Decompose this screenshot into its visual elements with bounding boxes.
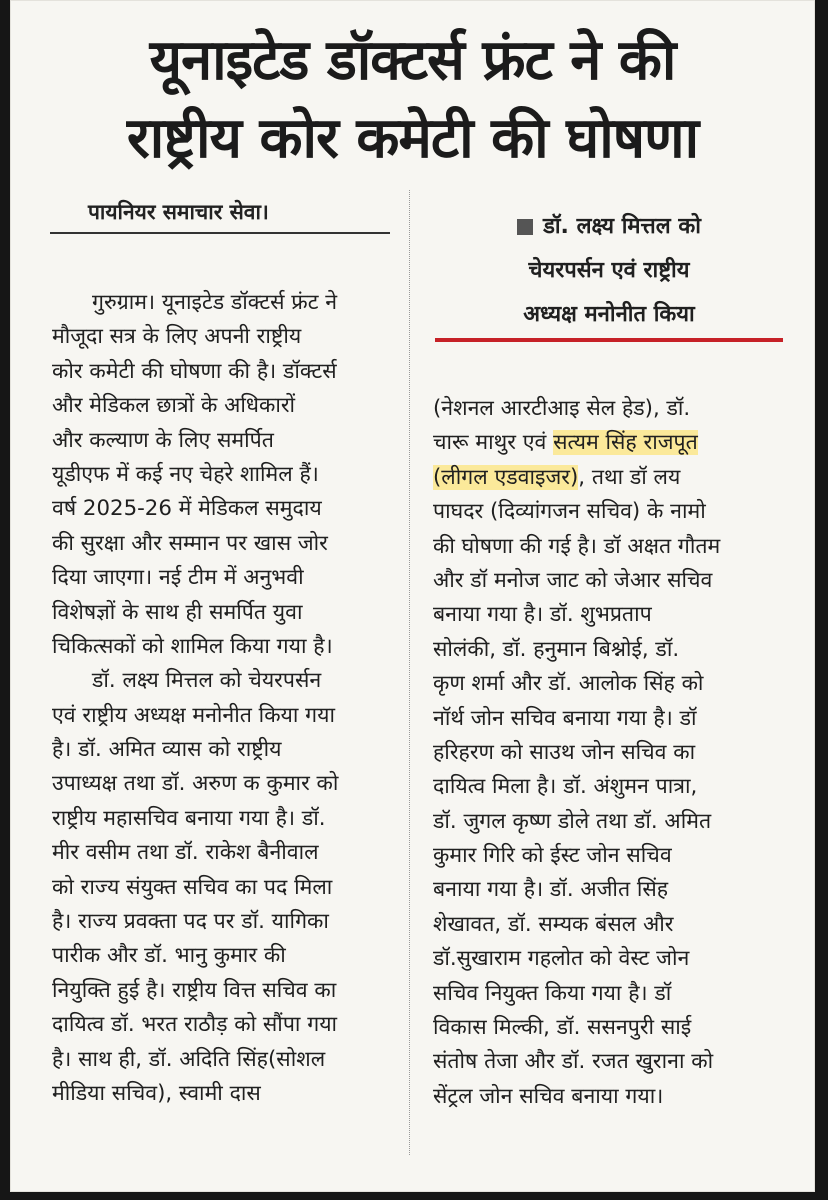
- pull-quote-line-1: [435, 205, 783, 249]
- pull-quote-text: डॉ. लक्ष्य मित्तल को: [543, 214, 701, 239]
- right-line: डॉ. जुगल कृष्ण डोले तथा डॉ. अमित: [433, 808, 712, 834]
- left-line: और मेडिकल छात्रों के अधिकारों: [52, 393, 296, 419]
- left-line: दिया जाएगा। नई टीम में अनुभवी: [52, 565, 304, 591]
- left-line: एवं राष्ट्रीय अध्यक्ष मनोनीत किया गया: [52, 702, 336, 728]
- right-line: और डॉ मनोज जाट को जेआर सचिव: [433, 567, 713, 593]
- right-line-text: , तथा डॉ लय: [578, 464, 681, 490]
- left-line: मीडिया सचिव), स्वामी दास: [52, 1080, 261, 1106]
- left-line: पारीक और डॉ. भानु कुमार की: [52, 943, 286, 969]
- left-line: और कल्याण के लिए समर्पित: [52, 427, 274, 453]
- right-line: [433, 426, 785, 460]
- left-line: चिकित्सकों को शामिल किया गया है।: [52, 633, 333, 659]
- left-line: यूडीएफ में कई नए चेहरे शामिल हैं।: [52, 461, 319, 487]
- pull-quote-line-3: अध्यक्ष मनोनीत किया: [523, 302, 695, 327]
- pull-quote: [435, 205, 783, 337]
- right-line: विकास मिल्की, डॉ. ससनपुरी साई: [433, 1015, 692, 1041]
- right-line: दायित्व मिला है। डॉ. अंशुमन पात्रा,: [433, 774, 698, 800]
- left-line: डॉ. लक्ष्य मित्तल को चेयरपर्सन: [92, 668, 322, 694]
- left-line: है। राज्य प्रवक्ता पद पर डॉ. यागिका: [52, 909, 329, 935]
- left-line: है। साथ ही, डॉ. अदिति सिंह(सोशल: [52, 1046, 326, 1072]
- right-line: सेंट्रल जोन सचिव बनाया गया।: [433, 1083, 664, 1109]
- right-line: सचिव नियुक्त किया गया है। डॉ: [433, 980, 672, 1006]
- left-line: उपाध्यक्ष तथा डॉ. अरुण क कुमार को: [52, 771, 339, 797]
- red-rule: [435, 338, 783, 342]
- right-line: बनाया गया है। डॉ. अजीत सिंह: [433, 877, 669, 903]
- left-line: को राज्य संयुक्त सचिव का पद मिला: [52, 874, 333, 900]
- left-line: है। डॉ. अमित व्यास को राष्ट्रीय: [52, 737, 282, 763]
- left-column: [52, 286, 400, 1111]
- highlighted-name: सत्यम सिंह राजपूत: [553, 430, 698, 456]
- left-line: गुरुग्राम। यूनाइटेड डॉक्टर्स फ्रंट ने: [92, 290, 338, 315]
- right-line: (नेशनल आरटीआइ सेल हेड), डॉ.: [433, 396, 691, 421]
- right-line: संतोष तेजा और डॉ. रजत खुराना को: [433, 1049, 714, 1075]
- right-line: डॉ.सुखाराम गहलोत को वेस्ट जोन: [433, 946, 690, 972]
- left-line: वर्ष 2025-26 में मेडिकल समुदाय: [52, 496, 322, 522]
- left-line: दायित्व डॉ. भरत राठौड़ को सौंपा गया: [52, 1012, 338, 1038]
- right-line: की घोषणा की गई है। डॉ अक्षत गौतम: [433, 533, 721, 559]
- right-line: कुमार गिरि को ईस्ट जोन सचिव: [433, 843, 672, 869]
- left-line: मीर वसीम तथा डॉ. राकेश बैनीवाल: [52, 840, 319, 866]
- pull-quote-line-2: चेयरपर्सन एवं राष्ट्रीय: [528, 258, 690, 283]
- news-agency-credit: पायनियर समाचार सेवा।: [50, 192, 390, 234]
- right-line: पाघदर (दिव्यांगजन सचिव) के नामो: [433, 499, 706, 525]
- newspaper-clipping: [10, 0, 815, 1192]
- right-line-text: चारू माथुर एवं: [433, 430, 554, 456]
- right-line: नॉर्थ जोन सचिव बनाया गया है। डॉ: [433, 705, 697, 731]
- left-line: की सुरक्षा और सम्मान पर खास जोर: [52, 530, 328, 556]
- left-line: विशेषज्ञों के साथ ही समर्पित युवा: [52, 599, 303, 625]
- right-column: [433, 392, 785, 1114]
- right-line: बनाया गया है। डॉ. शुभप्रताप: [433, 602, 652, 628]
- headline: [10, 22, 815, 178]
- left-line: राष्ट्रीय महासचिव बनाया गया है। डॉ.: [52, 805, 326, 831]
- left-line: कोर कमेटी की घोषणा की है। डॉक्टर्स: [52, 358, 337, 384]
- right-line: कृण शर्मा और डॉ. आलोक सिंह को: [433, 671, 704, 697]
- right-line: हरिहरण को साउथ जोन सचिव का: [433, 739, 696, 765]
- headline-line-1: यूनाइटेड डॉक्टर्स फ्रंट ने की: [149, 28, 676, 93]
- left-line: मौजूदा सत्र के लिए अपनी राष्ट्रीय: [52, 324, 302, 350]
- right-line: [433, 461, 785, 495]
- headline-line-2: राष्ट्रीय कोर कमेटी की घोषणा: [126, 106, 699, 171]
- square-bullet-icon: [517, 219, 533, 235]
- column-divider: [409, 190, 411, 1155]
- highlighted-role: (लीगल एडवाइजर): [433, 464, 579, 490]
- right-line: सोलंकी, डॉ. हनुमान बिश्नोई, डॉ.: [433, 636, 680, 662]
- left-line: नियुक्ति हुई है। राष्ट्रीय वित्त सचिव का: [52, 977, 337, 1003]
- right-line: शेखावत, डॉ. सम्यक बंसल और: [433, 911, 674, 937]
